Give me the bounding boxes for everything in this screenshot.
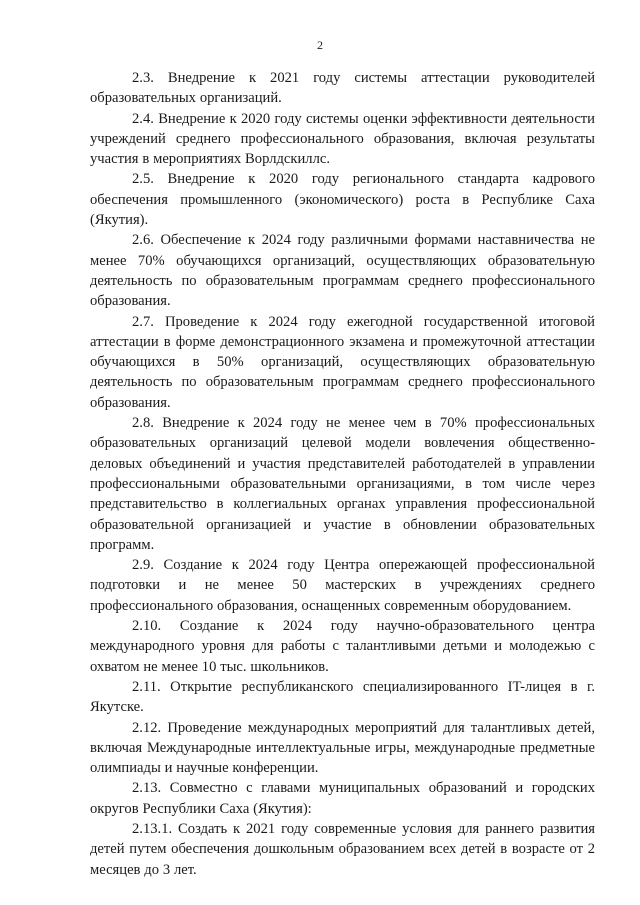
paragraph-2-13-1: 2.13.1. Создать к 2021 году современные условия для раннего развития детей путем обеспечения дошкольным образованием всех детей в возрасте от 2 месяцев до 3 лет.	[90, 820, 595, 878]
paragraph-2-6: 2.6. Обеспечение к 2024 году различными формами наставничества не менее 70% обучающихся организаций, осуществляющих образовательную деятельность по образовательным программам среднего профессионального образования.	[90, 232, 595, 310]
paragraph-2-8: 2.8. Внедрение к 2024 году не менее чем в 70% профессиональных образовательных организаций целевой модели вовлечения общественно-деловых объединений и участия представителей работодателей в управлении профессиональными образовательными организациями, в том числе через представительство в коллегиальных органах управления профессиональной образовательной организацией и участие в обновлении образовательных программ.	[90, 415, 595, 553]
paragraph-2-3: 2.3. Внедрение к 2021 году системы аттестации руководителей образовательных организаций.	[90, 70, 595, 107]
document-body	[90, 68, 595, 880]
paragraph-2-12: 2.12. Проведение международных мероприятий для талантливых детей, включая Международные интеллектуальные игры, международные предметные олимпиады и научные конференции.	[90, 719, 595, 777]
paragraph-2-13: 2.13. Совместно с главами муниципальных образований и городских округов Республики Саха (Якутия):	[90, 780, 595, 817]
paragraph-2-9: 2.9. Создание к 2024 году Центра опережающей профессиональной подготовки и не менее 50 мастерских в учреждениях среднего профессионального образования, оснащенных современным оборудованием.	[90, 557, 595, 614]
paragraph-2-11: 2.11. Открытие республиканского специализированного IT-лицея в г. Якутске.	[90, 678, 595, 716]
paragraph-2-7: 2.7. Проведение к 2024 году ежегодной государственной итоговой аттестации в форме демонстрационного экзамена и промежуточной аттестации обучающихся в 50% организаций, осуществляющих образовательную деятельность по образовательным программам среднего профессионального образования.	[90, 313, 595, 411]
paragraph-2-5: 2.5. Внедрение к 2020 году регионального стандарта кадрового обеспечения промышленного (экономического) роста в Республике Саха (Якутия).	[90, 171, 595, 229]
paragraph-2-10: 2.10. Создание к 2024 году научно-образовательного центра международного уровня для работы с талантливыми детьми и молодежью с охватом не менее 10 тыс. школьников.	[90, 618, 595, 675]
page-number: 2	[317, 38, 323, 52]
paragraph-2-4: 2.4. Внедрение к 2020 году системы оценки эффективности деятельности учреждений среднего профессионального образования, включая результаты участия в мероприятиях Ворлдскиллс.	[90, 110, 595, 168]
